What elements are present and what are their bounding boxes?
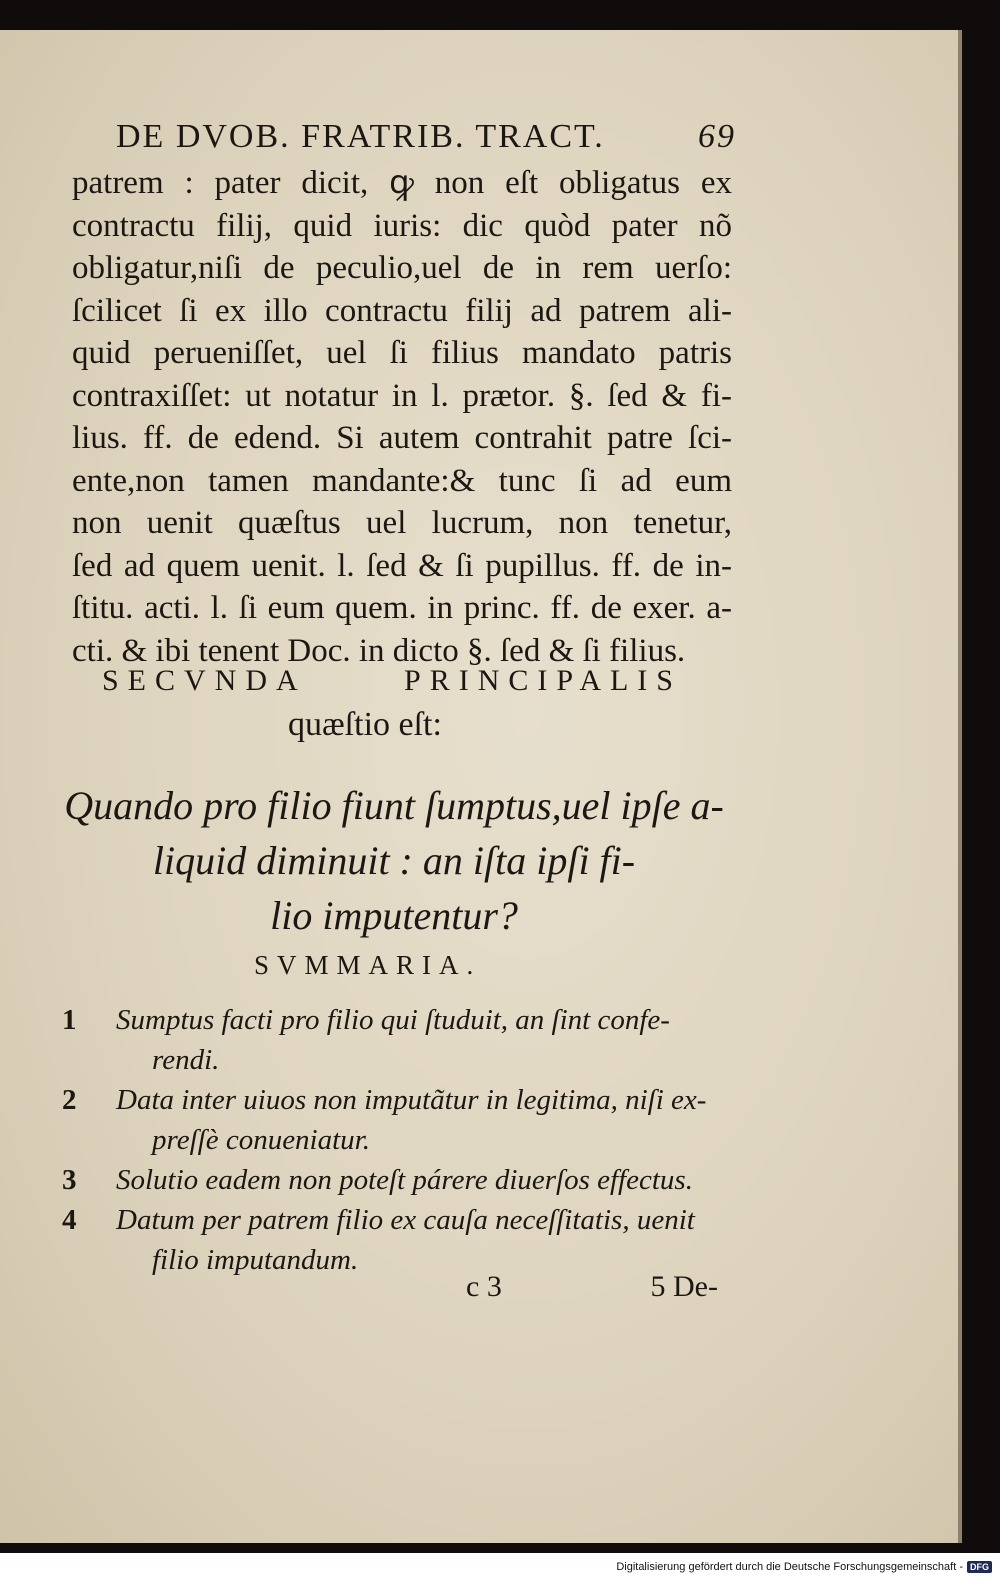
summaria-item	[62, 1000, 722, 1080]
body-line: ente,non tamen mandante:& tunc ſi ad eum	[72, 462, 732, 499]
body-line: non uenit quæſtus uel lucrum, non tenetur,	[72, 505, 732, 541]
summaria-number: 3	[62, 1164, 77, 1196]
question-heading	[64, 778, 724, 943]
digitization-credit	[616, 1556, 992, 1578]
body-line: cti. & ibi tenent Doc. in dicto §. ſed & ſi filius.	[72, 632, 686, 669]
summaria-continuation: rendi.	[152, 1044, 220, 1076]
summaria-text: Solutio eadem non poteſt párere diuerſos effectus.	[116, 1164, 693, 1196]
signature-mark: c 3	[466, 1270, 502, 1303]
body-line: quid perueniſſet, uel ſi filius mandato patris	[72, 335, 732, 371]
section-subtitle: quæſtio eſt:	[288, 706, 442, 743]
question-line: lio imputentur?	[270, 893, 518, 938]
question-line: liquid diminuit : an iſta ipſi fi-	[152, 838, 636, 883]
summaria-continuation: filio imputandum.	[152, 1244, 359, 1276]
dfg-logo: DFG	[967, 1561, 992, 1573]
body-line: patrem : pater dicit, ꝙ non eſt obligatus ex	[72, 165, 732, 201]
body-line: contraxiſſet: ut notatur in l. prætor. §. ſed & fi-	[72, 377, 732, 414]
body-line: ſed ad quem uenit. l. ſed & ſi pupillus. ff. de in-	[72, 547, 732, 584]
credit-text: Digitalisierung gefördert durch die Deutsche Forschungsgemeinschaft -	[616, 1561, 963, 1573]
summaria-heading: SVMMARIA.	[254, 950, 482, 980]
summaria-text: Sumptus facti pro filio qui ſtuduit, an ſint confe-	[116, 1004, 670, 1036]
body-line: ſcilicet ſi ex illo contractu filij ad patrem ali-	[72, 292, 732, 329]
running-title: DE DVOB. FRATRIB. TRACT.	[116, 118, 605, 155]
page-edge	[958, 30, 962, 1543]
body-line: ſtitu. acti. l. ſi eum quem. in princ. ff. de exer. a-	[72, 590, 732, 626]
summaria-text: Datum per patrem filio ex cauſa neceſſitatis, uenit	[116, 1204, 695, 1236]
summaria-item	[62, 1200, 722, 1280]
body-text	[72, 162, 732, 672]
summaria-item	[62, 1080, 722, 1160]
summaria-number: 4	[62, 1204, 77, 1236]
catchword: 5 De-	[650, 1270, 718, 1303]
question-line: Quando pro filio fiunt ſumptus,uel ipſe a-	[64, 783, 724, 828]
body-line: lius. ff. de edend. Si autem contrahit patre ſci-	[72, 420, 732, 456]
summaria-item	[62, 1160, 722, 1200]
summaria-text: Data inter uiuos non imputãtur in legitima, niſi ex-	[116, 1084, 707, 1116]
page-number: 69	[698, 118, 736, 155]
running-header	[116, 118, 736, 158]
body-line: contractu filij, quid iuris: dic quòd pater nõ	[72, 207, 732, 244]
summaria-number: 2	[62, 1084, 77, 1116]
summaria-list	[62, 1000, 722, 1280]
summaria-continuation: preſſè conueniatur.	[152, 1124, 370, 1156]
section-title: SECVNDA PRINCIPALIS	[102, 664, 682, 697]
summaria-number: 1	[62, 1004, 77, 1036]
body-line: obligatur,niſi de peculio,uel de in rem uerſo:	[72, 250, 732, 286]
